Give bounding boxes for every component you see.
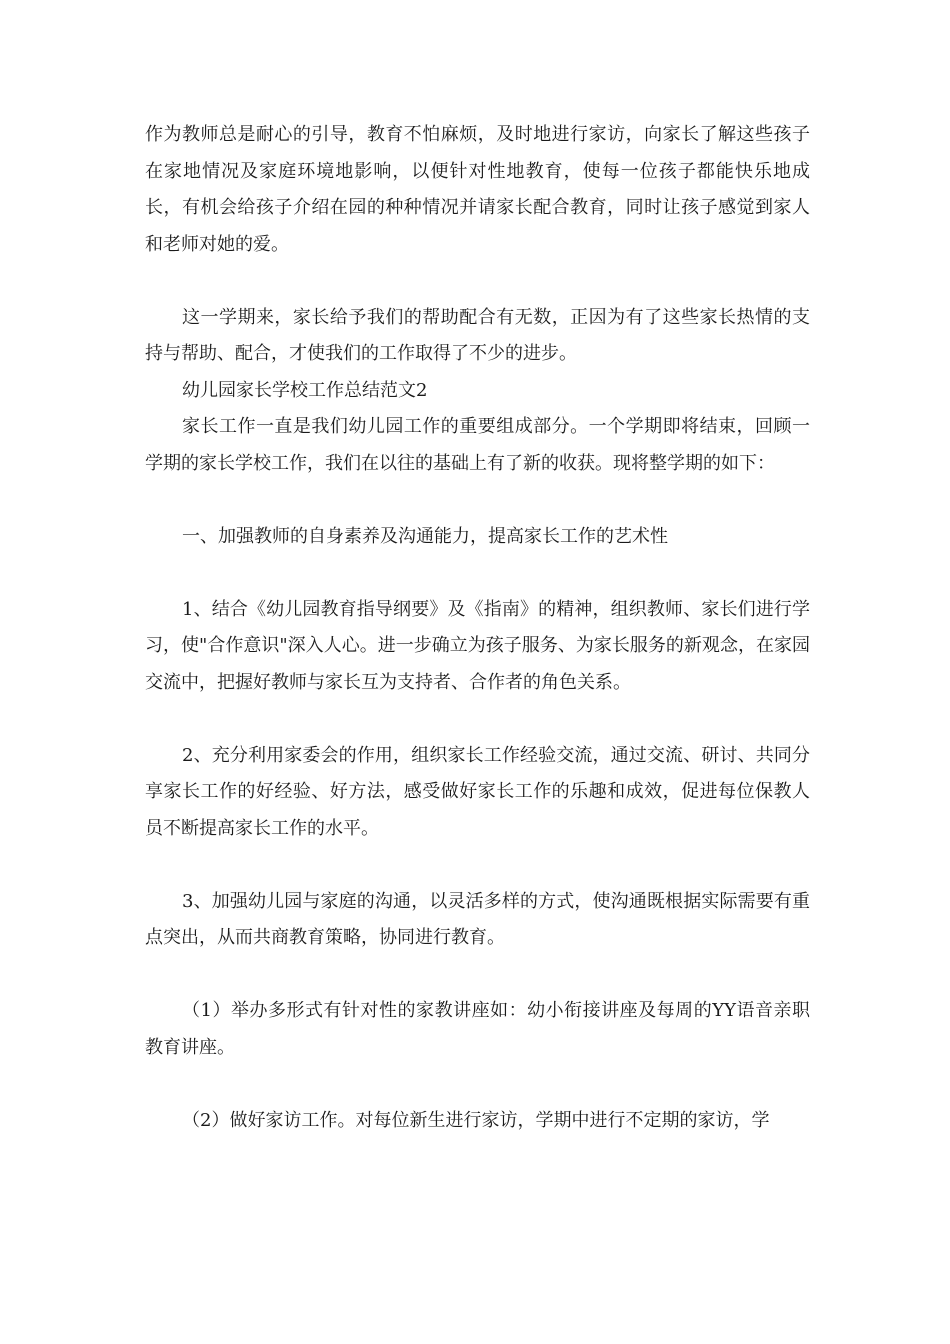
- paragraph-item-2: 2、充分利用家委会的作用，组织家长工作经验交流，通过交流、研讨、共同分享家长工作的好经验、好方法，感受做好家长工作的乐趣和成效，促进每位保教人员不断提高家长工作的水平。: [145, 744, 810, 839]
- section-title-summary-2: 幼儿园家长学校工作总结范文2: [182, 379, 428, 401]
- paragraph-subitem-1: （1）举办多形式有针对性的家教讲座如：幼小衔接讲座及每周的YY语音亲职教育讲座。: [145, 1000, 810, 1058]
- paragraph-home-visit: 作为教师总是耐心的引导，教育不怕麻烦，及时地进行家访，向家长了解这些孩子在家地情况及家庭环境地影响，以便针对性地教育，使每一位孩子都能快乐地成长，有机会给孩子介绍在园的种种情况并请家长配合教育，同时让孩子感觉到家人和老师对她的爱。: [145, 124, 810, 255]
- document-body: [145, 117, 810, 1139]
- paragraph-item-1: 1、结合《幼儿园教育指导纲要》及《指南》的精神，组织教师、家长们进行学习，使"合作意识"深入人心。进一步确立为孩子服务、为家长服务的新观念，在家园交流中，把握好教师与家长互为支持者、合作者的角色关系。: [145, 598, 810, 693]
- section-heading-one: 一、加强教师的自身素养及沟通能力，提高家长工作的艺术性: [182, 525, 668, 547]
- paragraph-parent-support: 这一学期来，家长给予我们的帮助配合有无数，正因为有了这些家长热情的支持与帮助、配合，才使我们的工作取得了不少的进步。: [145, 306, 810, 364]
- paragraph-item-3: 3、加强幼儿园与家庭的沟通，以灵活多样的方式，使沟通既根据实际需要有重点突出，从而共商教育策略，协同进行教育。: [145, 890, 810, 948]
- paragraph-subitem-2: （2）做好家访工作。对每位新生进行家访，学期中进行不定期的家访，学: [182, 1109, 770, 1131]
- paragraph-intro: 家长工作一直是我们幼儿园工作的重要组成部分。一个学期即将结束，回顾一学期的家长学校工作，我们在以往的基础上有了新的收获。现将整学期的如下：: [145, 416, 810, 474]
